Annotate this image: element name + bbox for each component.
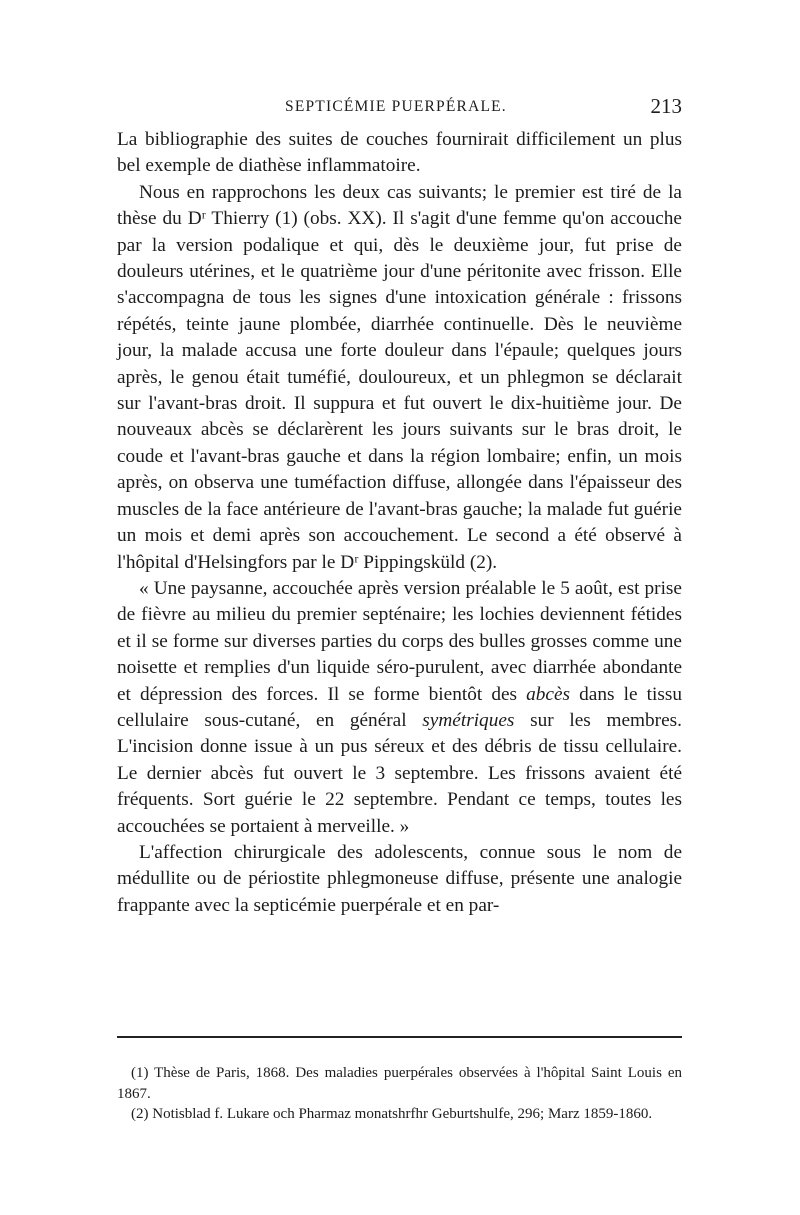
paragraph [117, 180, 682, 576]
footnote: (1) Thèse de Paris, 1868. Des maladies puerpérales observées à l'hôpital Saint Louis en 1867. [117, 1065, 682, 1102]
paragraph-text: dans le tissu cellulaire sous-cutané, en général [117, 683, 682, 731]
paragraph-text: « Une paysanne, accouchée après version préalable le 5 août, est prise de fièvre au milieu du premier septénaire; les lochies deviennent fétides et il se forme sur diverses parties du corps des bulles grosses comme une noisette et remplies d'un liquide séro-purulent, avec diarrhée abondante et dépression des forces. Il se forme bientôt des [117, 577, 682, 705]
paragraph [117, 840, 682, 919]
paragraph [117, 576, 682, 840]
paragraph-text: L'affection chirurgicale des adolescents, connue sous le nom de médullite ou de périostite phlegmoneuse diffuse, présente une analogie frappante avec la septicémie puerpérale et en par- [117, 841, 682, 916]
footnotes [117, 1063, 682, 1125]
paragraph-text: Nous en rapprochons les deux cas suivants; le premier est tiré de la thèse du Dʳ Thierry (1) (obs. XX). Il s'agit d'une femme qu'on accouche par la version podalique et qui, dès le deuxième jour, fut prise de douleurs utérines, et le quatrième jour d'une péritonite avec frisson. Elle s'accompagna de tous les signes d'une intoxication générale : frissons répétés, teinte jaune plombée, diarrhée continuelle. Dès le neuvième jour, la malade accusa une forte douleur dans l'épaule; quelques jours après, le genou était tuméfié, douloureux, et un phlegmon se déclarait sur l'avant-bras droit. Il suppura et fut ouvert le dix-huitième jour. De nouveaux abcès se déclarèrent les jours suivants sur le bras droit, le coude et l'avant-bras gauche et dans la région lombaire; enfin, un mois après, on observa une tuméfaction diffuse, allongée dans l'épaisseur des muscles de la face antérieure de l'avant-bras gauche; la malade fut guérie un mois et demi après son accouchement. Le second a été observé à l'hôpital d'Helsingfors par le Dʳ Pippingsküld (2). [117, 181, 682, 573]
page-number: 213 [650, 94, 682, 118]
running-head [117, 94, 682, 124]
paragraph [117, 127, 682, 180]
body-text [117, 127, 682, 919]
footnote-rule [117, 1036, 682, 1038]
running-head-title: SEPTICÉMIE PUERPÉRALE. [285, 98, 507, 115]
paragraph-text: La bibliographie des suites de couches fournirait difficilement un plus bel exemple de diathèse inflammatoire. [117, 129, 682, 177]
italic-text: abcès [526, 683, 571, 705]
italic-text: symétriques [422, 709, 515, 731]
paragraph-text: sur les membres. L'incision donne issue à un pus séreux et des débris de tissu cellulaire. Le dernier abcès fut ouvert le 3 septembre. Les frissons avaient été fréquents. Sort guérie le 22 septembre. Pendant ce temps, toutes les accouchées se portaient à merveille. » [117, 709, 682, 837]
footnote: (2) Notisblad f. Lukare och Pharmaz monatshrfhr Geburtshulfe, 296; Marz 1859-1860. [131, 1106, 653, 1123]
